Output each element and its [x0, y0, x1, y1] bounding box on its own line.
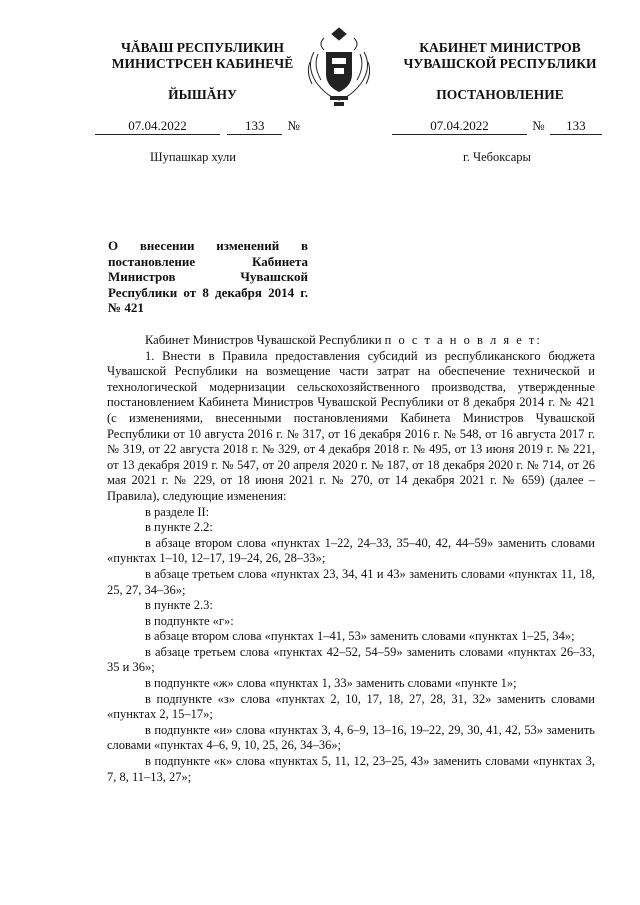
- preamble-text: Кабинет Министров Чувашской Республики: [145, 333, 382, 347]
- document-body: [107, 333, 595, 785]
- paragraph: в абзаце втором слова «пунктах 1–22, 24–33, 35–40, 42, 44–59» заменить словами «пунктах 1–10, 12–17, 19–24, 26, 28–33»;: [107, 535, 595, 566]
- paragraph: в абзаце втором слова «пунктах 1–41, 53» заменить словами «пунктах 1–25, 34»;: [145, 629, 575, 644]
- paragraph: в подпункте «и» слова «пунктах 3, 4, 6–9, 13–16, 19–22, 29, 30, 41, 42, 53» заменить словами «пунктах 4–6, 9, 10, 25, 26, 34–36»;: [107, 722, 595, 753]
- preamble-decree: п о с т а н о в л я е т:: [384, 333, 542, 347]
- right-number: 133: [550, 118, 602, 135]
- header-left-block: [95, 40, 310, 72]
- preamble: [107, 333, 595, 349]
- paragraph: в пункте 2.3:: [145, 598, 213, 613]
- header-right-line-2: ЧУВАШСКОЙ РЕСПУБЛИКИ: [403, 56, 597, 71]
- header-right-block: [390, 40, 610, 72]
- header-right-order: ПОСТАНОВЛЕНИЕ: [436, 87, 564, 102]
- document-subject: О внесении изменений в постановление Кабинета Министров Чувашской Республики от 8 декабря 2014 г. № 421: [108, 238, 308, 315]
- paragraph: в абзаце третьем слова «пунктах 23, 34, 41 и 43» заменить словами «пунктах 11, 18, 25, 27, 34–36»;: [107, 566, 595, 597]
- header-left-line-1: ЧĂВАШ РЕСПУБЛИКИН: [120, 40, 285, 55]
- header-right-line-1: КАБИНЕТ МИНИСТРОВ: [419, 40, 581, 55]
- right-date: 07.04.2022: [392, 118, 527, 135]
- left-number-sign: №: [287, 118, 300, 133]
- paragraph: в пункте 2.2:: [145, 520, 213, 535]
- chuvash-coat-of-arms-icon: [294, 22, 384, 112]
- paragraph: в разделе II:: [145, 504, 210, 519]
- paragraph: в абзаце третьем слова «пунктах 42–52, 54–59» заменить словами «пунктах 26–33, 35 и 36»;: [107, 644, 595, 675]
- header-left-order: ЙЫШĂНУ: [168, 87, 237, 102]
- place-right: г. Чебоксары: [463, 150, 531, 164]
- registration-right: [392, 118, 607, 135]
- left-number: 133: [227, 118, 282, 135]
- registration-left: [95, 118, 325, 135]
- paragraph: 1. Внести в Правила предоставления субсидий из республиканского бюджета Чувашской Республики на возмещение части затрат на обеспечение технической и технологической модернизации сельскохозяйственного производства, утвержденные постановлением Кабинета Министров Чувашской Республики от 8 декабря 2014 г. № 421 (с изменениями, внесенными постановлениями Кабинета Министров Чувашской Республики от 10 августа 2016 г. № 317, от 16 декабря 2016 г. № 548, от 16 августа 2017 г. № 319, от 22 августа 2018 г. № 329, от 4 декабря 2018 г. № 495, от 13 июня 2019 г. № 221, от 13 декабря 2019 г. № 547, от 20 апреля 2020 г. № 187, от 18 декабря 2020 г. № 714, от 26 мая 2021 г. № 229, от 18 июня 2021 г. № 270, от 14 декабря 2021 г. № 659) (далее – Правила), следующие изменения:: [107, 348, 595, 503]
- paragraph: в подпункте «з» слова «пунктах 2, 10, 17, 18, 27, 28, 31, 32» заменить словами «пунктах 2, 15–17»;: [107, 691, 595, 722]
- right-number-sign: №: [532, 118, 545, 133]
- header-left-line-2: МИНИСТРСЕН КАБИНЕЧĔ: [111, 56, 294, 71]
- left-date: 07.04.2022: [95, 118, 220, 135]
- place-left: Шупашкар хули: [150, 150, 236, 164]
- paragraph: в подпункте «к» слова «пунктах 5, 11, 12, 23–25, 43» заменить словами «пунктах 3, 7, 8, 11–13, 27»;: [107, 754, 595, 784]
- paragraph: в подпункте «ж» слова «пунктах 1, 33» заменить словами «пункте 1»;: [145, 676, 517, 691]
- paragraph: в подпункте «г»:: [145, 613, 234, 628]
